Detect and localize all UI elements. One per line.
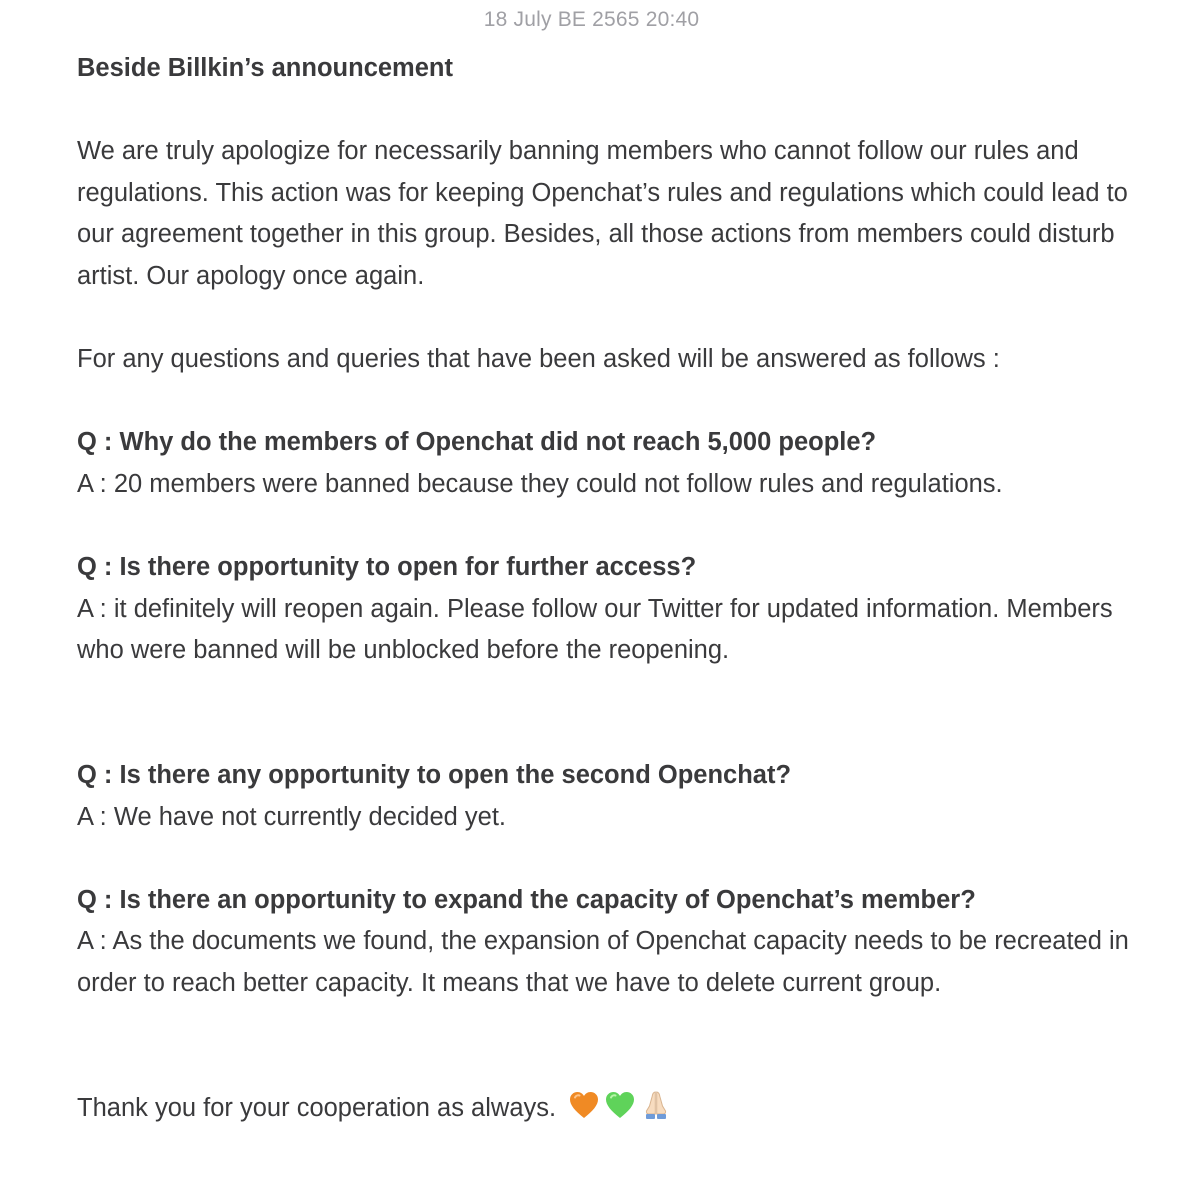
answer-2: A : it definitely will reopen again. Please follow our Twitter for updated information. Members who were banned will be unblocked before the reopening.: [77, 594, 1113, 665]
note-title: Beside Billkin’s announcement: [77, 54, 453, 82]
closing-line: [77, 1088, 1137, 1130]
orange-heart-icon: [569, 1091, 599, 1119]
question-3: Q : Is there any opportunity to open the second Openchat?: [77, 761, 792, 790]
closing-emoji-group: [569, 1090, 671, 1120]
apology-paragraph: We are truly apologize for necessarily banning members who cannot follow our rules and regulations. This action was for keeping Openchat’s rules and regulations which could lead to our agreement together in this group. Besides, all those actions from members could disturb artist. Our apology once again.: [77, 137, 1128, 290]
answer-1: A : 20 members were banned because they could not follow rules and regulations.: [77, 469, 1003, 498]
answer-4: A : As the documents we found, the expansion of Openchat capacity needs to be recreated in order to reach better capacity. It means that we have to delete current group.: [77, 927, 1129, 998]
note-body[interactable]: [77, 48, 1137, 1129]
question-2: Q : Is there opportunity to open for further access?: [77, 553, 697, 582]
note-timestamp: 18 July BE 2565 20:40: [483, 8, 700, 31]
closing-text: Thank you for your cooperation as always.: [77, 1093, 557, 1122]
intro-paragraph: For any questions and queries that have been asked will be answered as follows :: [77, 345, 1000, 374]
answer-3: A : We have not currently decided yet.: [77, 802, 507, 831]
green-heart-icon: [605, 1091, 635, 1119]
folded-hands-icon: [641, 1090, 671, 1120]
question-1: Q : Why do the members of Openchat did not reach 5,000 people?: [77, 428, 877, 457]
question-4: Q : Is there an opportunity to expand the capacity of Openchat’s member?: [77, 885, 976, 914]
